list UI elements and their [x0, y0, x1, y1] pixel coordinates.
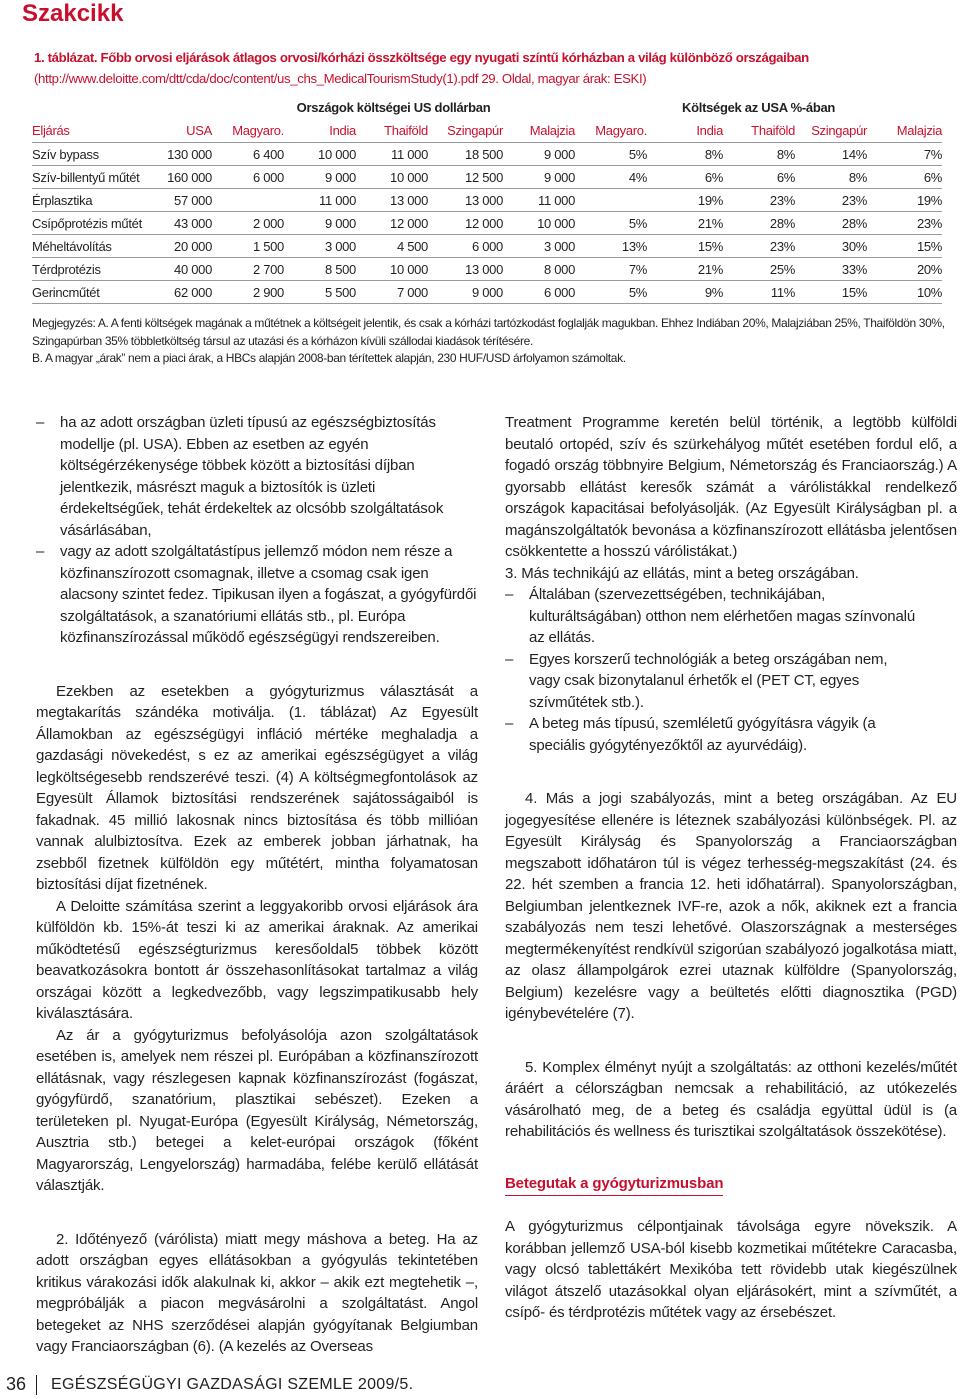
column-header: Eljárás	[32, 118, 144, 143]
table-cell: 13%	[575, 235, 647, 258]
table-cell: 9%	[647, 281, 723, 304]
table-notes	[32, 315, 952, 368]
table-cell: 30%	[795, 235, 867, 258]
table-cell: 28%	[723, 212, 795, 235]
list-item-text: vagy az adott szolgáltatástípus jellemző módon nem része a közfinanszírozott csomagnak, illetve a csomag csak igen alacsony szintet fedez. Tipikusan ilyen a fogászat, a gyógyfürdői szolgáltatások, a szanatóriumi ellátás stb., pl. Európa közfinanszírozással működő egészségügyi rendszereiben.	[60, 543, 477, 646]
table-cell: 13 000	[428, 189, 503, 212]
table-cell: 15%	[795, 281, 867, 304]
table-row	[32, 212, 942, 235]
table-cell: Méheltávolítás	[32, 235, 144, 258]
column-header: USA	[144, 118, 212, 143]
table-cell: 10 000	[503, 212, 575, 235]
table-row	[32, 258, 942, 281]
table-cell: 21%	[647, 258, 723, 281]
table-cell: 23%	[867, 212, 942, 235]
list-item-text: Egyes korszerű technológiák a beteg országában nem, vagy csak bizonytalanul érhetők el (PET CT, egyes szívműtétek stb.).	[529, 650, 888, 711]
table-cell: 8%	[795, 166, 867, 189]
table-cell: 23%	[795, 189, 867, 212]
caption-source: (http://www.deloitte.com/dtt/cda/doc/content/us_chs_MedicalTourismStudy(1).pdf 29. Oldal, magyar árak: ESKI)	[34, 71, 647, 86]
table-cell: 40 000	[144, 258, 212, 281]
table-cell: 57 000	[144, 189, 212, 212]
table-cell: 23%	[723, 235, 795, 258]
table-cell: 2 000	[212, 212, 284, 235]
paragraph: 3. Más technikájú az ellátás, mint a beteg országában.	[505, 564, 859, 582]
footer-divider	[36, 1375, 37, 1395]
column-header: Thaiföld	[723, 118, 795, 143]
table-cell: 12 500	[428, 166, 503, 189]
table-cell: 10%	[867, 281, 942, 304]
table-cell: 10 000	[284, 143, 356, 166]
table-cell: 10 000	[356, 258, 428, 281]
table-caption	[34, 47, 954, 89]
list-item	[505, 713, 957, 756]
table-cell: 25%	[723, 258, 795, 281]
table-cell: 13 000	[356, 189, 428, 212]
table-cell: Szív bypass	[32, 143, 144, 166]
table-cell: Térdprotézis	[32, 258, 144, 281]
publication-name: EGÉSZSÉGÜGYI GAZDASÁGI SZEMLE 2009/5.	[51, 1375, 414, 1393]
table-cell: 19%	[647, 189, 723, 212]
table-cell: 21%	[647, 212, 723, 235]
table-cell: 11 000	[356, 143, 428, 166]
table-cell: Csípőprotézis műtét	[32, 212, 144, 235]
table-cell	[575, 189, 647, 212]
table-cell: 9 000	[428, 281, 503, 304]
list-item	[36, 412, 478, 541]
table-cell: 7 000	[356, 281, 428, 304]
table-cell: 12 000	[356, 212, 428, 235]
table-cell: 6%	[647, 166, 723, 189]
table-cell: 5%	[575, 143, 647, 166]
table-cell: 43 000	[144, 212, 212, 235]
table-cell: 20%	[867, 258, 942, 281]
table-cell: 33%	[795, 258, 867, 281]
table-cell: 1 500	[212, 235, 284, 258]
table-cell: 20 000	[144, 235, 212, 258]
table-cell: Szív-billentyű műtét	[32, 166, 144, 189]
table-cell: 15%	[867, 235, 942, 258]
table-cell: 15%	[647, 235, 723, 258]
table-cell: 4%	[575, 166, 647, 189]
section-title: Szakcikk	[22, 0, 124, 27]
table-cell: 5 500	[284, 281, 356, 304]
table-cell: 13 000	[428, 258, 503, 281]
table-row	[32, 189, 942, 212]
column-header: Szingapúr	[428, 118, 503, 143]
column-header: Magyaro.	[212, 118, 284, 143]
table-cell: 6 000	[503, 281, 575, 304]
column-header: Szingapúr	[795, 118, 867, 143]
column-header: Malajzia	[867, 118, 942, 143]
table-cell: 9 000	[503, 166, 575, 189]
table-cell: 9 000	[503, 143, 575, 166]
table-cell: 6 000	[428, 235, 503, 258]
table-cell: 9 000	[284, 212, 356, 235]
note-a: Megjegyzés: A. A fenti költségek magának a műtétnek a költségeit jelentik, és csak a kórházi tartózkodást foglalják magukban. Ehhez Indiában 20%, Malajziában 25%, Thaiföldön 30%, Szingapúrban 35% többletköltség társul az utazási és a kórházon kívüli szállodai kiadások térítésére.	[32, 316, 945, 348]
table-cell: 18 500	[428, 143, 503, 166]
paragraph: 2. Időtényező (várólista) miatt megy máshova a beteg. Ha az adott országban egyes ellátásokban a gyógyulás tekintetében kritikus várakozási idők alakulnak ki, akkor – akik ezt megtehetik –, megpróbálják a piacon megvásárolni a szolgáltatást. Angol betegeket az NHS szerződései alapján gyógyítanak Belgiumban vagy Franciaországban (6). (A kezelés az Overseas	[36, 1230, 478, 1355]
paragraph: A gyógyturizmus célpontjainak távolsága egyre növekszik. A korábban jellemző USA-ból kisebb kozmetikai műtétekre Caracasba, vagy olcsó tablettákért Mexikóba tett rövidebb utak kiegészülnek világot átszelő utazásokkal olyan eljárásokért, mint a szívműtét, a csípő- és térdprotézis műtétek vagy az érsebészet.	[505, 1218, 957, 1321]
table-cell: 8%	[723, 143, 795, 166]
table-cell: 9 000	[284, 166, 356, 189]
group-usd-label: Országok költségei US dollárban	[296, 99, 491, 115]
table-cell: 5%	[575, 212, 647, 235]
dash-marker: –	[36, 414, 45, 431]
table-cell: 2 900	[212, 281, 284, 304]
table-cell: 5%	[575, 281, 647, 304]
table-cell: 14%	[795, 143, 867, 166]
paragraph: 5. Komplex élményt nyújt a szolgáltatás: az otthoni kezelés/műtét áráért a célországban nemcsak a rehabilitáció, az utókezelés vásárolható meg, de a beteg és családja együttal üdül is (a rehabilitációs és wellness és turisztikai szolgáltatások összekötése).	[505, 1058, 957, 1140]
note-b: B. A magyar „árak” nem a piaci árak, a HBCs alapján 2008-ban térítettek alapján, 230 HUF/USD árfolyamon számoltak.	[32, 351, 626, 365]
paragraph: A Deloitte számítása szerint a leggyakoribb orvosi eljárások ára külföldön kb. 15%-át teszi ki az amerikai áraknak. Az amerikai működtetésű egészségturizmus keresőoldal5 többek között beavatkozásokra bontott ár összehasonlításokat tartalmaz a világ országai között a legkedvezőbb, vagy legszimpatikusabb hely kiválasztására.	[36, 897, 478, 1022]
page-number: 36	[6, 1374, 27, 1394]
table-cell: 8 500	[284, 258, 356, 281]
table-cell: 160 000	[144, 166, 212, 189]
paragraph: 4. Más a jogi szabályozás, mint a beteg országában. Az EU jogegyesítése ellenére is léteznek szabályozási különbségek. Pl. az Egyesült Királyság és Spanyolország a Franciaországban megszabott időhatáron túl is végez terhesség-megszakítást (24. és 22. hét szemben a francia 12. heti időhatárral). Spanyolországban, Belgiumban jelentkeznek IVF-re, azok a nők, akiknek ezt a francia szabályozás nem teszi lehetővé. Olaszországnak a mesterséges megtermékenyítést rendkívül szigorúan szabályozó jogalkotása miatt, az olasz állampolgárok ezrei utaznak külföldre (Spanyolország, Belgium) kezelésre vagy a beültetés előtti diagnosztika (PGD) igénybevételére (7).	[505, 790, 957, 1022]
cost-table	[32, 96, 942, 304]
table-group-header	[32, 96, 942, 118]
table-cell: Gerincműtét	[32, 281, 144, 304]
table-cell: 6%	[723, 166, 795, 189]
table-cell: 23%	[723, 189, 795, 212]
table-cell: 19%	[867, 189, 942, 212]
column-header: Malajzia	[503, 118, 575, 143]
column-header: Magyaro.	[575, 118, 647, 143]
table-cell: 62 000	[144, 281, 212, 304]
list-item	[36, 541, 478, 649]
left-column	[36, 412, 478, 1358]
subheading-wrap	[505, 1173, 957, 1197]
table-cell: 10 000	[356, 166, 428, 189]
table-row	[32, 143, 942, 166]
paragraph: Treatment Programme keretén belül történik, a legtöbb külföldi beutaló ortopéd, szív és szürkehályog műtét esetében fordul elő, a fogadó ország többnyire Belgium, Németország és Franciaország.) A gyorsabb ellátást keresők számát a várólistákkal rendelkező országok kapacitásai befolyásolják. (Az Egyesült Királyságban pl. a magánszolgáltatók bevonása a közfinanszírozott ellátásba jelentősen csökkentette a hosszú várólistákat.)	[505, 414, 957, 560]
table-cell: 2 700	[212, 258, 284, 281]
right-column	[505, 412, 957, 1324]
table-cell: 6%	[867, 166, 942, 189]
table-cell	[212, 189, 284, 212]
table-cell: 28%	[795, 212, 867, 235]
dash-marker: –	[505, 586, 514, 603]
table-cell: 8%	[647, 143, 723, 166]
group-pct-label: Költségek az USA %-ában	[682, 99, 836, 115]
column-header: India	[647, 118, 723, 143]
list-item-text: Általában (szervezettségében, technikájában, kulturáltságában) otthon nem elérhetően magas színvonalú az ellátás.	[529, 586, 916, 646]
table-cell: 6 400	[212, 143, 284, 166]
paragraph: Ezekben az esetekben a gyógyturizmus választását a megtakarítás szándéka motiválja. (1. táblázat) Az Egyesült Államokban az egészségügyi infláció mértéke meghaladja a gazdasági növekedést, s ez az amerikai egészségügyet a világ legköltségesebb rendszerévé teszi. (4) A költségmegfontolások az Egyesült Államok biztosítási rendszerének sajátosságaiból is fakadnak. 45 millió lakosnak nincs biztosítása és több millióan vannak alulbiztosítva. Ezek az emberek jobban járhatnak, ha zsebből fizetnek külföldön egy műtétért, mintha folyamatosan biztosítási díjat fizetnének.	[36, 682, 478, 893]
table-cell: 3 000	[503, 235, 575, 258]
table-cell: 7%	[575, 258, 647, 281]
table-cell: 6 000	[212, 166, 284, 189]
table-cell: 8 000	[503, 258, 575, 281]
table-cell: 11%	[723, 281, 795, 304]
page-footer	[6, 1374, 413, 1395]
dash-marker: –	[505, 650, 514, 668]
caption-label: 1. táblázat. Főbb orvosi eljárások átlagos orvosi/kórházi összköltsége egy nyugati színtű kórházban a világ különböző országaiban	[34, 50, 809, 65]
column-header: India	[284, 118, 356, 143]
table-cell: 11 000	[503, 189, 575, 212]
paragraph: Az ár a gyógyturizmus befolyásolója azon szolgáltatások esetében is, amelyek nem részei pl. Európában a közfinanszírozott ellátásnak, vagy részlegesen kapnak közfinanszírozást (fogászat, gyógyfürdő, szanatórium, plasztikai sebészet). Ezeken a területeken pl. Nyugat-Európa (Egyesült Királyság, Németország, Ausztria stb.) betegei a kelet-európai országok (főként Magyarország, Lengyelország) harmadába, felébe kerülő ellátását választják.	[36, 1026, 478, 1194]
table-cell: 7%	[867, 143, 942, 166]
table-row	[32, 235, 942, 258]
dash-marker: –	[505, 715, 514, 732]
list-item-text: A beteg más típusú, szemléletű gyógyításra vágyik (a speciális gyógytényezőktől az ayurvédáig).	[529, 715, 876, 754]
table-column-headers	[32, 118, 942, 143]
table-cell: 3 000	[284, 235, 356, 258]
list-item	[505, 584, 957, 649]
list-item-text: ha az adott országban üzleti típusú az egészségbiztosítás modellje (pl. USA). Ebben az esetben az egyén költségérzékenysége többek között a biztosítási díjban jelentkezik, másrészt maguk a biztosítók is üzleti érdekeltségűek, tehát érdekeltek az olcsóbb szolgáltatások vásárlásában,	[60, 414, 444, 539]
table-row	[32, 166, 942, 189]
table-cell: 12 000	[428, 212, 503, 235]
list-item	[505, 649, 957, 714]
table-cell: 130 000	[144, 143, 212, 166]
table-cell: Érplasztika	[32, 189, 144, 212]
table-row	[32, 281, 942, 304]
dash-marker: –	[36, 543, 45, 560]
table-cell: 11 000	[284, 189, 356, 212]
column-header: Thaiföld	[356, 118, 428, 143]
subheading: Betegutak a gyógyturizmusban	[505, 1173, 723, 1197]
table-cell: 4 500	[356, 235, 428, 258]
